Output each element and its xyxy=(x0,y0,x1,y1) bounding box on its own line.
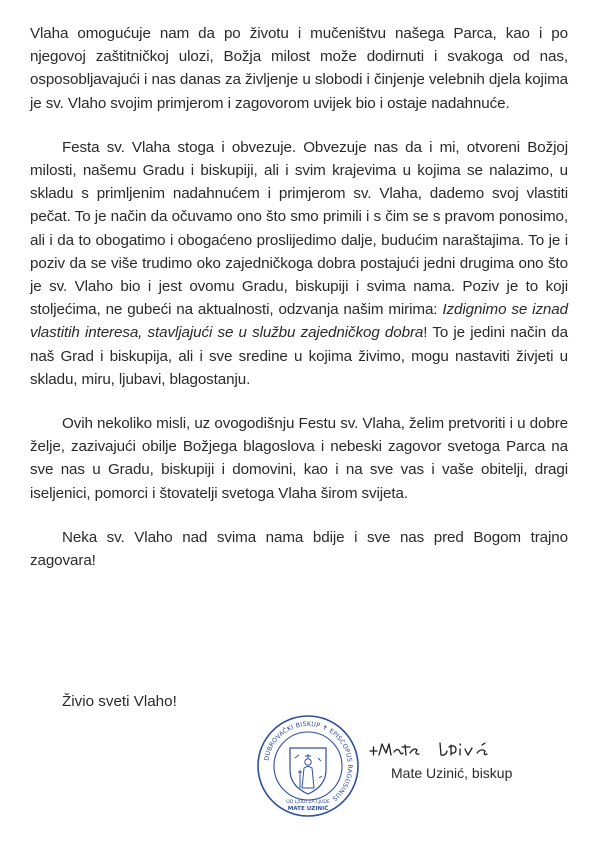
paragraph-4: Neka sv. Vlaho nad svima nama bdije i sve nas pred Bogom trajno zagovara! xyxy=(30,528,568,570)
paragraph-2 xyxy=(30,136,568,391)
seal-outer-text: DUBROVAČKI BISKUP ✝ EPISCOPUS RAGUSINUS xyxy=(263,720,354,803)
letter-body xyxy=(30,22,568,593)
paragraph-2-emphasis: Izdignimo se iznad vlastitih interesa, stavljajući se u službu zajedničkog dobra xyxy=(30,301,568,342)
bishop-seal xyxy=(256,714,360,818)
svg-text:DUBROVAČKI BISKUP ✝ EPISCOPUS xyxy=(263,721,353,802)
handwritten-signature xyxy=(368,735,518,765)
seal-name: MATE UZINIĆ xyxy=(287,806,329,812)
signature-name: Mate Uzinić, biskup xyxy=(391,765,513,781)
paragraph-2-text-b: ! To je jedini način da naš Grad i biskupija, ali i sve sredine u kojima živimo, mogu nastaviti živjeti u skladu, miru, ljubavi, blagostanju. xyxy=(30,324,568,388)
paragraph-1: Vlaha omogućuje nam da po životu i mučeništvu našega Parca, kao i po njegovoj zaštitničkoj ulozi, Božja milost može dodirnuti i svakoga od nas, osposobljavajući i nas danas za življenje u slobodi i činjenje velebnih djela kojima je sv. Vlaho svojim primjerom i zagovorom uvijek bio i ostaje nadahnuće. xyxy=(30,25,568,112)
paragraph-3: Ovih nekoliko misli, uz ovogodišnju Festu sv. Vlaha, želim pretvoriti i u dobre želje, zazivajući obilje Božjega blagoslova i nebeski zagovor svetoga Parca na sve nas u Gradu, biskupiji i domovini, kao i na sve vas i vaše obitelji, dragi iseljenici, pomorci i štovatelji svetoga Vlaha širom svijeta. xyxy=(30,415,568,502)
closing-line: Živio sveti Vlaho! xyxy=(62,693,177,710)
seal-motto: OD LJUDI ZA LJUDE xyxy=(286,800,330,805)
paragraph-2-text-a: Festa sv. Vlaha stoga i obvezuje. Obvezuje nas da i mi, otvoreni Božjoj milosti, našemu Gradu i biskupiji, ali i svim krajevima u kojima se nalazimo, u skladu s primljenim nadahnućem i primjerom sv. Vlaha, dademo svoj vlastiti pečat. To je način da očuvamo ono što smo primili i s čim se s pravom ponosimo, ali i da to obogatimo i obogaćeno proslijedimo dalje, budućim naraštajima. To je i poziv da se više trudimo oko zajedničkoga dobra postajući jedni drugima ono što je sv. Vlaho bio i jest ovomu Gradu, biskupiji i svima nama. Poziv je to koji stoljećima, ne gubeći na aktualnosti, odzvanja našim mirima: xyxy=(30,138,568,319)
